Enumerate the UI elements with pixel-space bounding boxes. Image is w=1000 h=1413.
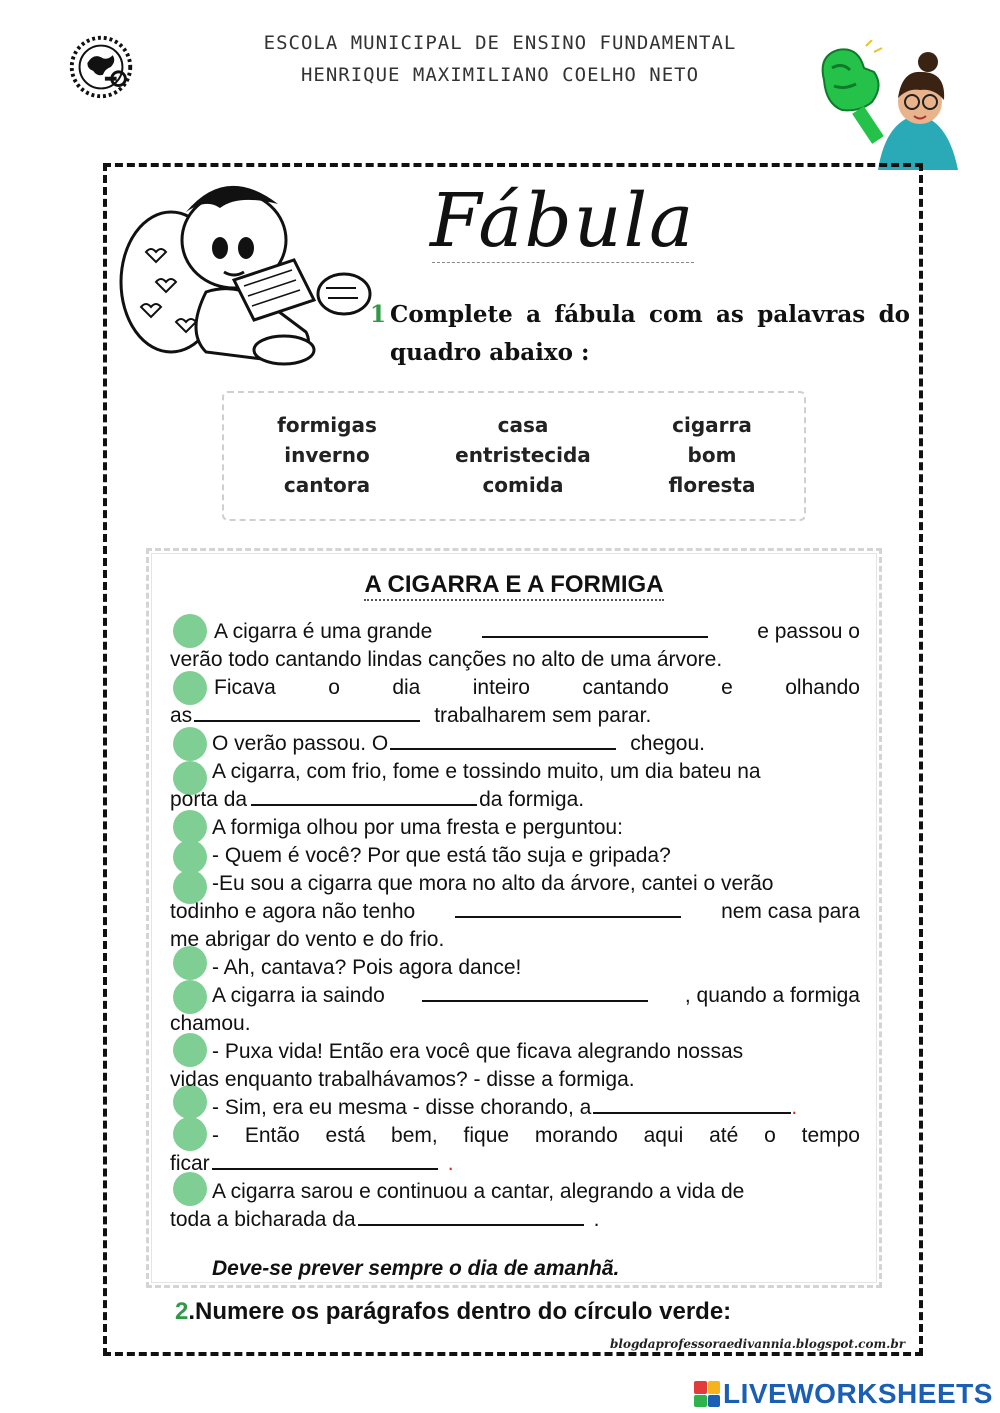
- story-title: [146, 571, 882, 599]
- school-logo: [62, 28, 140, 106]
- story-text: porta da: [170, 788, 248, 811]
- school-name-line1: ESCOLA MUNICIPAL DE ENSINO FUNDAMENTAL: [263, 32, 737, 54]
- story-text: trabalharem sem parar.: [434, 704, 652, 727]
- liveworksheets-brand-text: LIVEWORKSHEETS: [723, 1378, 993, 1409]
- question-1-number: 1: [370, 301, 387, 328]
- question-2-text: .Numere os parágrafos dentro do círculo verde:: [188, 1298, 732, 1325]
- story-line: [170, 1150, 860, 1178]
- story-line: - Puxa vida! Então era você que ficava alegrando nossas: [212, 1040, 744, 1063]
- story-line: [170, 618, 860, 646]
- answer-blank[interactable]: [482, 618, 708, 638]
- story-line: chamou.: [170, 1012, 251, 1035]
- story-text: todinho e agora não tenho: [170, 900, 416, 923]
- question-1: [370, 296, 910, 372]
- story-line: [170, 1206, 860, 1234]
- story-text: ficar: [170, 1152, 210, 1175]
- story-line: A cigarra, com frio, fome e tossindo muito, um dia bateu na: [212, 760, 761, 783]
- story-word: bem,: [391, 1124, 438, 1147]
- story-word: o: [764, 1124, 776, 1147]
- story-text: toda a bicharada da: [170, 1208, 356, 1231]
- story-text: chegou.: [630, 732, 705, 755]
- story-word: aqui: [643, 1124, 684, 1147]
- story-word: Então: [244, 1124, 300, 1147]
- story-word: cantando: [582, 676, 669, 699]
- word-bank-item: cantora: [283, 473, 371, 497]
- story-word: está: [325, 1124, 366, 1147]
- boy-reading-illustration: [116, 172, 376, 372]
- story-word: o: [328, 676, 340, 699]
- answer-blank[interactable]: [455, 898, 681, 918]
- question-1-text: Complete a fábula com as palavras do quadro abaixo :: [390, 301, 910, 366]
- story-line: verão todo cantando lindas canções no alto de uma árvore.: [170, 648, 723, 671]
- story-line: - Ah, cantava? Pois agora dance!: [212, 956, 522, 979]
- story-line: -Eu sou a cigarra que mora no alto da árvore, cantei o verão: [212, 872, 774, 895]
- story-text: as: [170, 704, 193, 727]
- story-text: .: [447, 1152, 454, 1175]
- word-bank-item: comida: [482, 473, 564, 497]
- story-text: A cigarra ia saindo: [212, 984, 385, 1007]
- answer-blank[interactable]: [358, 1206, 584, 1226]
- story-word: e: [721, 676, 733, 699]
- story-line: [170, 1094, 860, 1122]
- story-line: [170, 786, 860, 814]
- story-text: nem casa para: [721, 900, 860, 923]
- word-bank-item: formigas: [277, 413, 377, 437]
- story-word: dia: [392, 676, 421, 699]
- answer-blank[interactable]: [390, 730, 616, 750]
- story-line: - Quem é você? Por que está tão suja e gripada?: [212, 844, 671, 867]
- story-line: [170, 982, 860, 1010]
- story-line: [170, 702, 860, 730]
- story-text: .: [791, 1096, 798, 1119]
- story-text: .: [593, 1208, 600, 1231]
- liveworksheets-logo-icon: [694, 1381, 720, 1407]
- story-text: O verão passou. O: [212, 732, 389, 755]
- story-text: e passou o: [757, 620, 860, 643]
- story-text: da formiga.: [479, 788, 585, 811]
- answer-blank[interactable]: [422, 982, 648, 1002]
- word-bank-item: floresta: [668, 473, 756, 497]
- blog-credit: blogdaprofessoraedivannia.blogspot.com.br: [610, 1337, 906, 1351]
- answer-blank[interactable]: [593, 1094, 791, 1114]
- question-2-number: 2: [175, 1298, 189, 1325]
- story-word: inteiro: [472, 676, 530, 699]
- story-line: vidas enquanto trabalhávamos? - disse a formiga.: [170, 1068, 635, 1091]
- story-word: olhando: [785, 676, 860, 699]
- story-line: me abrigar do vento e do frio.: [170, 928, 445, 951]
- story-word: tempo: [801, 1124, 860, 1147]
- story-line: A formiga olhou por uma fresta e perguntou:: [212, 816, 623, 839]
- word-bank-item: bom: [687, 443, 737, 467]
- story-title-text: A CIGARRA E A FORMIGA: [364, 571, 663, 601]
- title-underline: [432, 262, 694, 263]
- story-text: - Sim, era eu mesma - disse chorando, a: [212, 1096, 592, 1119]
- liveworksheets-logo[interactable]: [694, 1378, 993, 1410]
- word-bank-box: [222, 391, 806, 521]
- page-title: Fábula: [430, 178, 696, 264]
- word-bank-item: cigarra: [672, 413, 752, 437]
- story-line: [170, 674, 860, 702]
- story-line: [170, 1122, 860, 1150]
- story-moral: Deve-se prever sempre o dia de amanhã.: [212, 1257, 620, 1280]
- school-name-line2: HENRIQUE MAXIMILIANO COELHO NETO: [300, 64, 700, 86]
- story-word: morando: [534, 1124, 618, 1147]
- word-bank-item: entristecida: [455, 443, 591, 467]
- question-2: [175, 1298, 731, 1326]
- story-word: Ficava: [214, 676, 276, 699]
- story-word: -: [212, 1124, 219, 1147]
- word-bank-item: inverno: [284, 443, 370, 467]
- answer-blank[interactable]: [194, 702, 420, 722]
- story-word: até: [709, 1124, 739, 1147]
- word-bank-item: casa: [497, 413, 549, 437]
- story-line: A cigarra sarou e continuou a cantar, alegrando a vida de: [212, 1180, 745, 1203]
- story-line: [170, 898, 860, 926]
- story-text: A cigarra é uma grande: [214, 620, 433, 643]
- story-line: [170, 730, 860, 758]
- story-text: , quando a formiga: [684, 984, 860, 1007]
- answer-blank[interactable]: [251, 786, 477, 806]
- answer-blank[interactable]: [212, 1150, 438, 1170]
- teacher-avatar-thumbs-up: [818, 40, 958, 170]
- story-word: fique: [463, 1124, 510, 1147]
